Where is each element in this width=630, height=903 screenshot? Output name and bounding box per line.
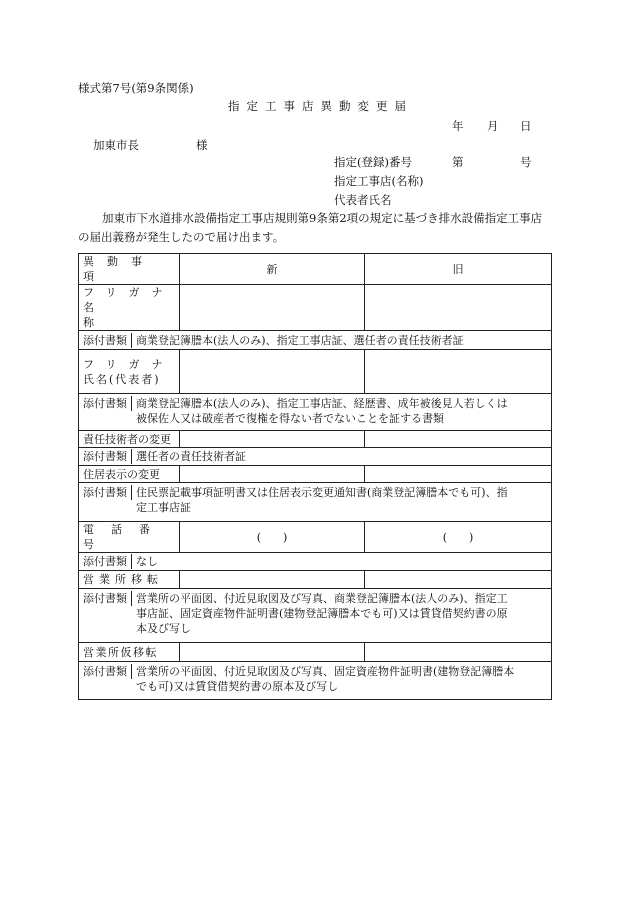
name-new-field[interactable]: [180, 285, 365, 331]
office-move-label: 営業所移転: [79, 571, 180, 589]
address-label: 住居表示の変更: [79, 466, 180, 483]
attach-text: 本及び写し: [136, 622, 191, 635]
addressee: 加東市長: [93, 138, 139, 152]
name-old-field[interactable]: [365, 285, 552, 331]
attach-label: 添付書類: [83, 591, 132, 606]
registration-number-label: 指定(登録)番号: [334, 155, 412, 169]
attach-label: 添付書類: [83, 449, 132, 464]
attach-text: 商業登記簿謄本(法人のみ)、指定工事店証、経歴書、成年被後見人若しくは: [136, 397, 508, 410]
attach-text: 営業所の平面図、付近見取図及び写真、商業登記簿謄本(法人のみ)、指定工: [136, 592, 508, 605]
attach-text: なし: [136, 555, 158, 568]
name-row: [79, 285, 552, 331]
furigana-label: フリガナ: [83, 286, 175, 299]
attach-label: 添付書類: [83, 485, 132, 500]
header-item: 異動事項: [79, 254, 180, 285]
attach-text: 住民票記載事項証明書又は住居表示変更通知書(商業登記簿謄本でも可)、指: [136, 486, 508, 499]
change-table: [78, 253, 552, 700]
attach-row-7: [79, 662, 552, 700]
address-old-field[interactable]: [365, 466, 552, 483]
date-year: 年: [452, 119, 464, 133]
form-title: 指定工事店異動変更届: [228, 99, 413, 113]
address-new-field[interactable]: [180, 466, 365, 483]
attach-cell-3: [79, 448, 552, 466]
attach-label: 添付書類: [83, 664, 132, 679]
attach-cell-2: [79, 394, 552, 431]
date-month: 月: [487, 119, 499, 133]
registration-number-prefix: 第: [452, 155, 464, 169]
body-text-line-1: 加東市下水道排水設備指定工事店規則第9条第2項の規定に基づき排水設備指定工事店: [102, 211, 543, 225]
attach-cell-5: [79, 553, 552, 571]
office-move-old-field[interactable]: [365, 571, 552, 589]
form-number: 様式第7号(第9条関係): [78, 81, 194, 95]
table-header-row: [79, 254, 552, 285]
engineer-row: [79, 431, 552, 448]
phone-row: [79, 522, 552, 553]
name-label-cell: [79, 285, 180, 331]
attach-text: 営業所の平面図、付近見取図及び写真、固定資産物件証明書(建物登記簿謄本: [136, 665, 515, 678]
office-temp-move-label: 営業所仮移転: [79, 643, 180, 662]
attach-cell-4: [79, 483, 552, 522]
attach-row-4: [79, 483, 552, 522]
attach-text: 選任者の責任技術者証: [136, 450, 246, 463]
attach-text: でも可)又は賃貸借契約書の原本及び写し: [136, 680, 339, 693]
representative-old-field[interactable]: [365, 350, 552, 394]
registration-number-suffix: 号: [520, 155, 532, 169]
attach-label: 添付書類: [83, 333, 132, 348]
attach-text: 商業登記簿謄本(法人のみ)、指定工事店証、選任者の責任技術者証: [136, 333, 464, 347]
representative-label: 氏名(代表者): [83, 372, 161, 386]
attach-row-5: [79, 553, 552, 571]
phone-new-field[interactable]: ( ): [180, 522, 365, 553]
engineer-old-field[interactable]: [365, 431, 552, 448]
attach-text: 被保佐人又は破産者で復権を得ない者でないことを証する書類: [136, 412, 444, 425]
attach-row-3: [79, 448, 552, 466]
office-temp-move-old-field[interactable]: [365, 643, 552, 662]
phone-old-field[interactable]: ( ): [365, 522, 552, 553]
name-label: 名称: [83, 301, 157, 329]
attach-row-2: [79, 394, 552, 431]
representative-label-cell: [79, 350, 180, 394]
office-temp-move-new-field[interactable]: [180, 643, 365, 662]
header-old: 旧: [365, 254, 552, 285]
office-temp-move-row: [79, 643, 552, 662]
attach-cell-6: [79, 589, 552, 643]
attach-label: 添付書類: [83, 554, 132, 569]
attach-text: 事店証、固定資産物件証明書(建物登記簿謄本でも可)又は賃貸借契約書の原: [136, 607, 508, 620]
attach-cell-1: [79, 331, 552, 350]
shop-name-label: 指定工事店(名称): [334, 174, 424, 188]
representative-new-field[interactable]: [180, 350, 365, 394]
representative-row: [79, 350, 552, 394]
attach-text: 定工事店証: [136, 501, 191, 514]
date-day: 日: [520, 119, 532, 133]
body-text-line-2: の届出義務が発生したので届け出ます。: [78, 230, 285, 244]
attach-row-6: [79, 589, 552, 643]
header-new: 新: [180, 254, 365, 285]
attach-row-1: [79, 331, 552, 350]
engineer-label: 責任技術者の変更: [79, 431, 180, 448]
office-move-row: [79, 571, 552, 589]
addressee-honorific: 様: [196, 138, 208, 152]
furigana-label: フリガナ: [83, 357, 175, 371]
representative-name-label: 代表者氏名: [334, 193, 392, 207]
address-row: [79, 466, 552, 483]
engineer-new-field[interactable]: [180, 431, 365, 448]
office-move-new-field[interactable]: [180, 571, 365, 589]
phone-label: 電話番号: [79, 522, 180, 553]
attach-label: 添付書類: [83, 396, 132, 411]
attach-cell-7: [79, 662, 552, 700]
